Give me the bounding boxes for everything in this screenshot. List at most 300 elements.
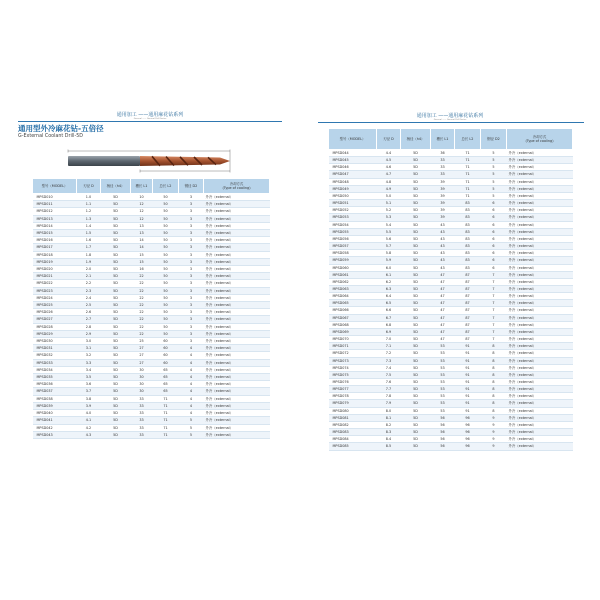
- table-cell: MPSD012: [33, 208, 77, 215]
- table-row: [33, 366, 270, 373]
- table-cell: MPSD074: [329, 364, 377, 371]
- table-cell: 5.4: [377, 221, 401, 228]
- table-row: [33, 266, 270, 273]
- table-cell: MPSD072: [329, 350, 377, 357]
- table-cell: 3.7: [77, 388, 101, 395]
- table-cell: 87: [455, 307, 481, 314]
- table-cell: 33: [131, 431, 153, 438]
- table-cell: 3.3: [77, 359, 101, 366]
- table-row: [33, 374, 270, 381]
- table-cell: 3: [179, 273, 204, 280]
- table-cell: 5D: [101, 424, 131, 431]
- header-divider: [18, 121, 282, 122]
- table-cell: 53: [431, 386, 455, 393]
- table-row: [329, 386, 573, 393]
- table-cell: 33: [131, 424, 153, 431]
- table-row: [329, 321, 573, 328]
- table-cell: 外冷（external）: [204, 366, 270, 373]
- table-cell: 5D: [101, 237, 131, 244]
- table-row: [329, 414, 573, 421]
- table-cell: 外冷（external）: [507, 357, 573, 364]
- table-cell: 43: [431, 243, 455, 250]
- table-cell: 3.6: [77, 381, 101, 388]
- table-cell: MPSD016: [33, 237, 77, 244]
- table-cell: 外冷（external）: [507, 157, 573, 164]
- table-cell: 22: [131, 287, 153, 294]
- table-cell: 50: [153, 287, 179, 294]
- table-cell: 87: [455, 293, 481, 300]
- table-cell: 外冷（external）: [204, 273, 270, 280]
- table-cell: 47: [431, 328, 455, 335]
- table-cell: 91: [455, 393, 481, 400]
- table-cell: MPSD083: [329, 429, 377, 436]
- table-cell: 83: [455, 257, 481, 264]
- table-cell: 外冷（external）: [204, 424, 270, 431]
- table-cell: 4: [179, 381, 204, 388]
- drill-illustration: [60, 148, 238, 174]
- table-row: [329, 443, 573, 450]
- table-cell: 5D: [101, 230, 131, 237]
- table-row: [33, 410, 270, 417]
- table-cell: 外冷（external）: [204, 258, 270, 265]
- table-cell: 外冷（external）: [507, 371, 573, 378]
- table-cell: 8.1: [377, 414, 401, 421]
- table-cell: 50: [153, 230, 179, 237]
- table-cell: MPSD056: [329, 235, 377, 242]
- table-cell: 71: [455, 171, 481, 178]
- table-cell: 外冷（external）: [507, 293, 573, 300]
- table-row: [329, 192, 573, 199]
- table-cell: 外冷（external）: [507, 336, 573, 343]
- product-title: 通用型外冷麻花钻-五倍径: [18, 124, 104, 133]
- table-cell: 30: [131, 374, 153, 381]
- table-cell: 8: [481, 350, 507, 357]
- table-cell: 12: [131, 215, 153, 222]
- table-cell: 87: [455, 300, 481, 307]
- table-row: [33, 294, 270, 301]
- table-cell: 外冷（external）: [204, 244, 270, 251]
- table-cell: MPSD028: [33, 323, 77, 330]
- table-cell: 5D: [401, 343, 431, 350]
- table-cell: 9: [481, 421, 507, 428]
- table-cell: MPSD065: [329, 300, 377, 307]
- table-cell: 8.5: [377, 443, 401, 450]
- table-cell: 5D: [101, 352, 131, 359]
- table-cell: 33: [131, 402, 153, 409]
- table-cell: 5D: [401, 429, 431, 436]
- table-cell: MPSD085: [329, 443, 377, 450]
- table-cell: 5D: [401, 235, 431, 242]
- table-cell: 外冷（external）: [507, 278, 573, 285]
- table-cell: 6: [481, 235, 507, 242]
- table-row: [33, 273, 270, 280]
- table-cell: 外冷（external）: [204, 251, 270, 258]
- table-cell: MPSD067: [329, 314, 377, 321]
- table-cell: 外冷（external）: [204, 294, 270, 301]
- table-cell: 4: [179, 395, 204, 402]
- table-cell: 2.4: [77, 294, 101, 301]
- table-cell: 91: [455, 364, 481, 371]
- table-cell: 5D: [401, 393, 431, 400]
- table-row: [329, 293, 573, 300]
- table-cell: 27: [131, 352, 153, 359]
- table-row: [329, 257, 573, 264]
- table-cell: 外冷（external）: [507, 221, 573, 228]
- table-cell: 7.2: [377, 350, 401, 357]
- header-divider: [318, 122, 584, 123]
- table-cell: 33: [431, 171, 455, 178]
- table-cell: MPSD017: [33, 244, 77, 251]
- column-header: 刃径 D: [77, 179, 101, 194]
- table-row: [329, 243, 573, 250]
- table-cell: MPSD031: [33, 345, 77, 352]
- table-row: [329, 178, 573, 185]
- table-row: [329, 336, 573, 343]
- table-cell: 外冷（external）: [507, 307, 573, 314]
- table-row: [33, 424, 270, 431]
- table-cell: 5D: [401, 243, 431, 250]
- table-cell: 外冷（external）: [204, 215, 270, 222]
- table-cell: 43: [431, 235, 455, 242]
- table-cell: 外冷（external）: [204, 330, 270, 337]
- table-cell: 47: [431, 285, 455, 292]
- table-cell: 外冷（external）: [507, 350, 573, 357]
- table-cell: 4.2: [77, 424, 101, 431]
- table-cell: 3.8: [77, 395, 101, 402]
- table-cell: 外冷（external）: [507, 386, 573, 393]
- table-cell: MPSD019: [33, 258, 77, 265]
- table-cell: 外冷（external）: [507, 228, 573, 235]
- table-header-row: [33, 179, 270, 194]
- table-cell: 91: [455, 379, 481, 386]
- table-cell: MPSD060: [329, 264, 377, 271]
- table-cell: MPSD050: [329, 192, 377, 199]
- table-cell: MPSD024: [33, 294, 77, 301]
- table-cell: 50: [153, 273, 179, 280]
- table-row: [329, 371, 573, 378]
- table-cell: 7: [481, 328, 507, 335]
- table-cell: 12: [131, 208, 153, 215]
- table-cell: 外冷（external）: [204, 287, 270, 294]
- table-cell: 50: [153, 266, 179, 273]
- table-cell: 外冷（external）: [507, 379, 573, 386]
- table-cell: MPSD037: [33, 388, 77, 395]
- table-cell: MPSD043: [33, 431, 77, 438]
- table-row: [33, 345, 270, 352]
- table-cell: 3: [179, 330, 204, 337]
- table-cell: 5D: [101, 201, 131, 208]
- table-cell: 外冷（external）: [507, 407, 573, 414]
- table-row: [33, 395, 270, 402]
- table-cell: 2.2: [77, 280, 101, 287]
- table-cell: MPSD057: [329, 243, 377, 250]
- table-cell: 外冷（external）: [204, 395, 270, 402]
- table-cell: 96: [455, 429, 481, 436]
- table-cell: 5D: [401, 350, 431, 357]
- table-cell: 65: [153, 366, 179, 373]
- table-cell: MPSD061: [329, 271, 377, 278]
- table-cell: 8.2: [377, 421, 401, 428]
- table-cell: 外冷（external）: [507, 243, 573, 250]
- table-cell: 5D: [401, 250, 431, 257]
- table-cell: MPSD053: [329, 214, 377, 221]
- table-row: [33, 338, 270, 345]
- table-cell: MPSD080: [329, 407, 377, 414]
- table-cell: 96: [455, 443, 481, 450]
- table-cell: 外冷（external）: [507, 393, 573, 400]
- table-cell: 2.1: [77, 273, 101, 280]
- table-cell: 外冷（external）: [507, 321, 573, 328]
- table-row: [33, 280, 270, 287]
- table-cell: MPSD033: [33, 359, 77, 366]
- table-cell: MPSD020: [33, 266, 77, 273]
- table-cell: 3: [179, 258, 204, 265]
- table-row: [329, 300, 573, 307]
- table-cell: 56: [431, 414, 455, 421]
- table-cell: 12: [131, 201, 153, 208]
- table-cell: 5D: [101, 244, 131, 251]
- column-header: 柄径（h4）: [401, 129, 431, 150]
- table-cell: 5D: [401, 171, 431, 178]
- table-cell: 50: [153, 201, 179, 208]
- table-row: [329, 164, 573, 171]
- table-cell: 3: [179, 208, 204, 215]
- table-row: [33, 402, 270, 409]
- table-cell: 1.2: [77, 208, 101, 215]
- table-cell: MPSD034: [33, 366, 77, 373]
- table-cell: 83: [455, 214, 481, 221]
- table-cell: 7.4: [377, 364, 401, 371]
- table-row: [33, 215, 270, 222]
- table-cell: 5D: [401, 443, 431, 450]
- table-cell: 71: [153, 410, 179, 417]
- table-cell: 5D: [401, 386, 431, 393]
- table-cell: 71: [455, 185, 481, 192]
- table-cell: 5D: [401, 207, 431, 214]
- table-cell: 47: [431, 336, 455, 343]
- table-cell: 39: [431, 200, 455, 207]
- table-cell: 5D: [101, 402, 131, 409]
- table-row: [33, 237, 270, 244]
- table-row: [329, 436, 573, 443]
- table-cell: 27: [131, 345, 153, 352]
- column-header: 冷却方式 (Type of cooling): [204, 179, 270, 194]
- table-cell: 3: [179, 230, 204, 237]
- table-cell: MPSD026: [33, 309, 77, 316]
- table-cell: 4.1: [77, 417, 101, 424]
- table-cell: 50: [153, 323, 179, 330]
- table-cell: 50: [153, 330, 179, 337]
- table-cell: 5D: [401, 328, 431, 335]
- table-cell: 50: [153, 215, 179, 222]
- table-cell: 5D: [101, 194, 131, 201]
- table-cell: 外冷（external）: [204, 374, 270, 381]
- table-row: [33, 309, 270, 316]
- table-cell: 5D: [401, 278, 431, 285]
- table-cell: MPSD052: [329, 207, 377, 214]
- table-cell: 6.0: [377, 264, 401, 271]
- table-cell: 65: [153, 388, 179, 395]
- table-cell: 53: [431, 343, 455, 350]
- table-cell: 25: [131, 338, 153, 345]
- table-cell: 6: [481, 207, 507, 214]
- table-row: [329, 200, 573, 207]
- table-cell: 8: [481, 386, 507, 393]
- table-row: [329, 364, 573, 371]
- table-row: [33, 431, 270, 438]
- column-header: 槽长 L1: [131, 179, 153, 194]
- table-cell: 8: [481, 343, 507, 350]
- table-cell: 4: [179, 374, 204, 381]
- table-cell: MPSD044: [329, 150, 377, 157]
- table-cell: 外冷（external）: [204, 194, 270, 201]
- table-cell: 7: [481, 336, 507, 343]
- table-cell: 5D: [401, 200, 431, 207]
- table-cell: 8: [481, 400, 507, 407]
- table-cell: MPSD018: [33, 251, 77, 258]
- table-cell: 22: [131, 280, 153, 287]
- table-cell: 5D: [401, 285, 431, 292]
- table-row: [33, 208, 270, 215]
- table-row: [33, 201, 270, 208]
- table-cell: 22: [131, 294, 153, 301]
- table-cell: 50: [153, 222, 179, 229]
- table-cell: 外冷（external）: [507, 436, 573, 443]
- table-cell: 15: [131, 258, 153, 265]
- table-cell: 3: [179, 215, 204, 222]
- table-cell: 9: [481, 429, 507, 436]
- table-cell: 5D: [101, 323, 131, 330]
- table-cell: MPSD048: [329, 178, 377, 185]
- table-cell: 6.5: [377, 300, 401, 307]
- table-cell: 外冷（external）: [507, 328, 573, 335]
- table-cell: 3: [179, 316, 204, 323]
- table-cell: 8: [481, 357, 507, 364]
- table-cell: 53: [431, 357, 455, 364]
- table-cell: 5D: [401, 300, 431, 307]
- table-cell: 9: [481, 414, 507, 421]
- table-cell: 47: [431, 300, 455, 307]
- table-cell: 8: [481, 407, 507, 414]
- table-cell: 1.5: [77, 230, 101, 237]
- table-cell: 3: [179, 338, 204, 345]
- table-row: [33, 222, 270, 229]
- table-cell: 外冷（external）: [507, 185, 573, 192]
- table-cell: MPSD046: [329, 164, 377, 171]
- table-cell: 8: [481, 364, 507, 371]
- table-cell: 5D: [101, 208, 131, 215]
- table-cell: 5: [179, 417, 204, 424]
- table-cell: 外冷（external）: [204, 402, 270, 409]
- table-cell: MPSD073: [329, 357, 377, 364]
- table-cell: 外冷（external）: [204, 338, 270, 345]
- table-cell: 5D: [401, 421, 431, 428]
- table-cell: 5D: [401, 192, 431, 199]
- table-cell: 5D: [101, 280, 131, 287]
- table-cell: MPSD014: [33, 222, 77, 229]
- table-cell: 22: [131, 302, 153, 309]
- table-cell: 1.8: [77, 251, 101, 258]
- table-cell: 外冷（external）: [204, 316, 270, 323]
- header-title: 通用加工 ——通用麻花钻系列: [116, 112, 184, 118]
- column-header: 槽长 L1: [431, 129, 455, 150]
- table-cell: 2.5: [77, 302, 101, 309]
- header-subtitle: General —— General Drill Series: [433, 119, 467, 121]
- table-cell: MPSD071: [329, 343, 377, 350]
- table-cell: MPSD036: [33, 381, 77, 388]
- table-cell: MPSD070: [329, 336, 377, 343]
- table-cell: 50: [153, 251, 179, 258]
- table-cell: 外冷（external）: [204, 201, 270, 208]
- table-cell: 外冷（external）: [204, 381, 270, 388]
- table-row: [33, 194, 270, 201]
- table-cell: 5D: [401, 257, 431, 264]
- table-cell: 65: [153, 374, 179, 381]
- table-cell: 50: [153, 294, 179, 301]
- table-cell: 83: [455, 200, 481, 207]
- table-cell: 外冷（external）: [507, 400, 573, 407]
- table-cell: 5D: [401, 379, 431, 386]
- table-cell: MPSD054: [329, 221, 377, 228]
- table-row: [33, 388, 270, 395]
- table-row: [329, 264, 573, 271]
- table-cell: 外冷（external）: [204, 237, 270, 244]
- table-cell: 60: [153, 352, 179, 359]
- table-row: [33, 244, 270, 251]
- table-row: [329, 271, 573, 278]
- table-row: [329, 307, 573, 314]
- table-cell: 43: [431, 228, 455, 235]
- table-cell: 7: [481, 314, 507, 321]
- table-cell: 5D: [401, 357, 431, 364]
- table-cell: 5: [481, 157, 507, 164]
- table-cell: 外冷（external）: [507, 171, 573, 178]
- table-cell: 56: [431, 421, 455, 428]
- table-cell: 30: [131, 388, 153, 395]
- table-cell: 5D: [401, 178, 431, 185]
- table-cell: 外冷（external）: [507, 343, 573, 350]
- table-cell: 7: [481, 321, 507, 328]
- table-cell: 2.6: [77, 309, 101, 316]
- table-row: [329, 235, 573, 242]
- table-cell: 39: [431, 192, 455, 199]
- table-cell: 5D: [101, 273, 131, 280]
- table-cell: MPSD027: [33, 316, 77, 323]
- table-row: [329, 350, 573, 357]
- table-cell: 5D: [101, 359, 131, 366]
- table-cell: 6: [481, 257, 507, 264]
- table-cell: 外冷（external）: [204, 417, 270, 424]
- table-cell: 53: [431, 393, 455, 400]
- table-cell: 外冷（external）: [507, 429, 573, 436]
- table-cell: 4.3: [77, 431, 101, 438]
- table-cell: 3.1: [77, 345, 101, 352]
- table-row: [329, 379, 573, 386]
- table-cell: 30: [131, 381, 153, 388]
- table-cell: 4.8: [377, 178, 401, 185]
- table-cell: 5D: [401, 228, 431, 235]
- table-cell: 外冷（external）: [507, 414, 573, 421]
- table-cell: 5: [179, 424, 204, 431]
- table-cell: 4: [179, 352, 204, 359]
- table-cell: MPSD075: [329, 371, 377, 378]
- table-cell: 83: [455, 250, 481, 257]
- table-cell: 2.3: [77, 287, 101, 294]
- table-cell: 50: [153, 302, 179, 309]
- table-cell: 87: [455, 314, 481, 321]
- table-cell: 1.7: [77, 244, 101, 251]
- table-cell: 7.3: [377, 357, 401, 364]
